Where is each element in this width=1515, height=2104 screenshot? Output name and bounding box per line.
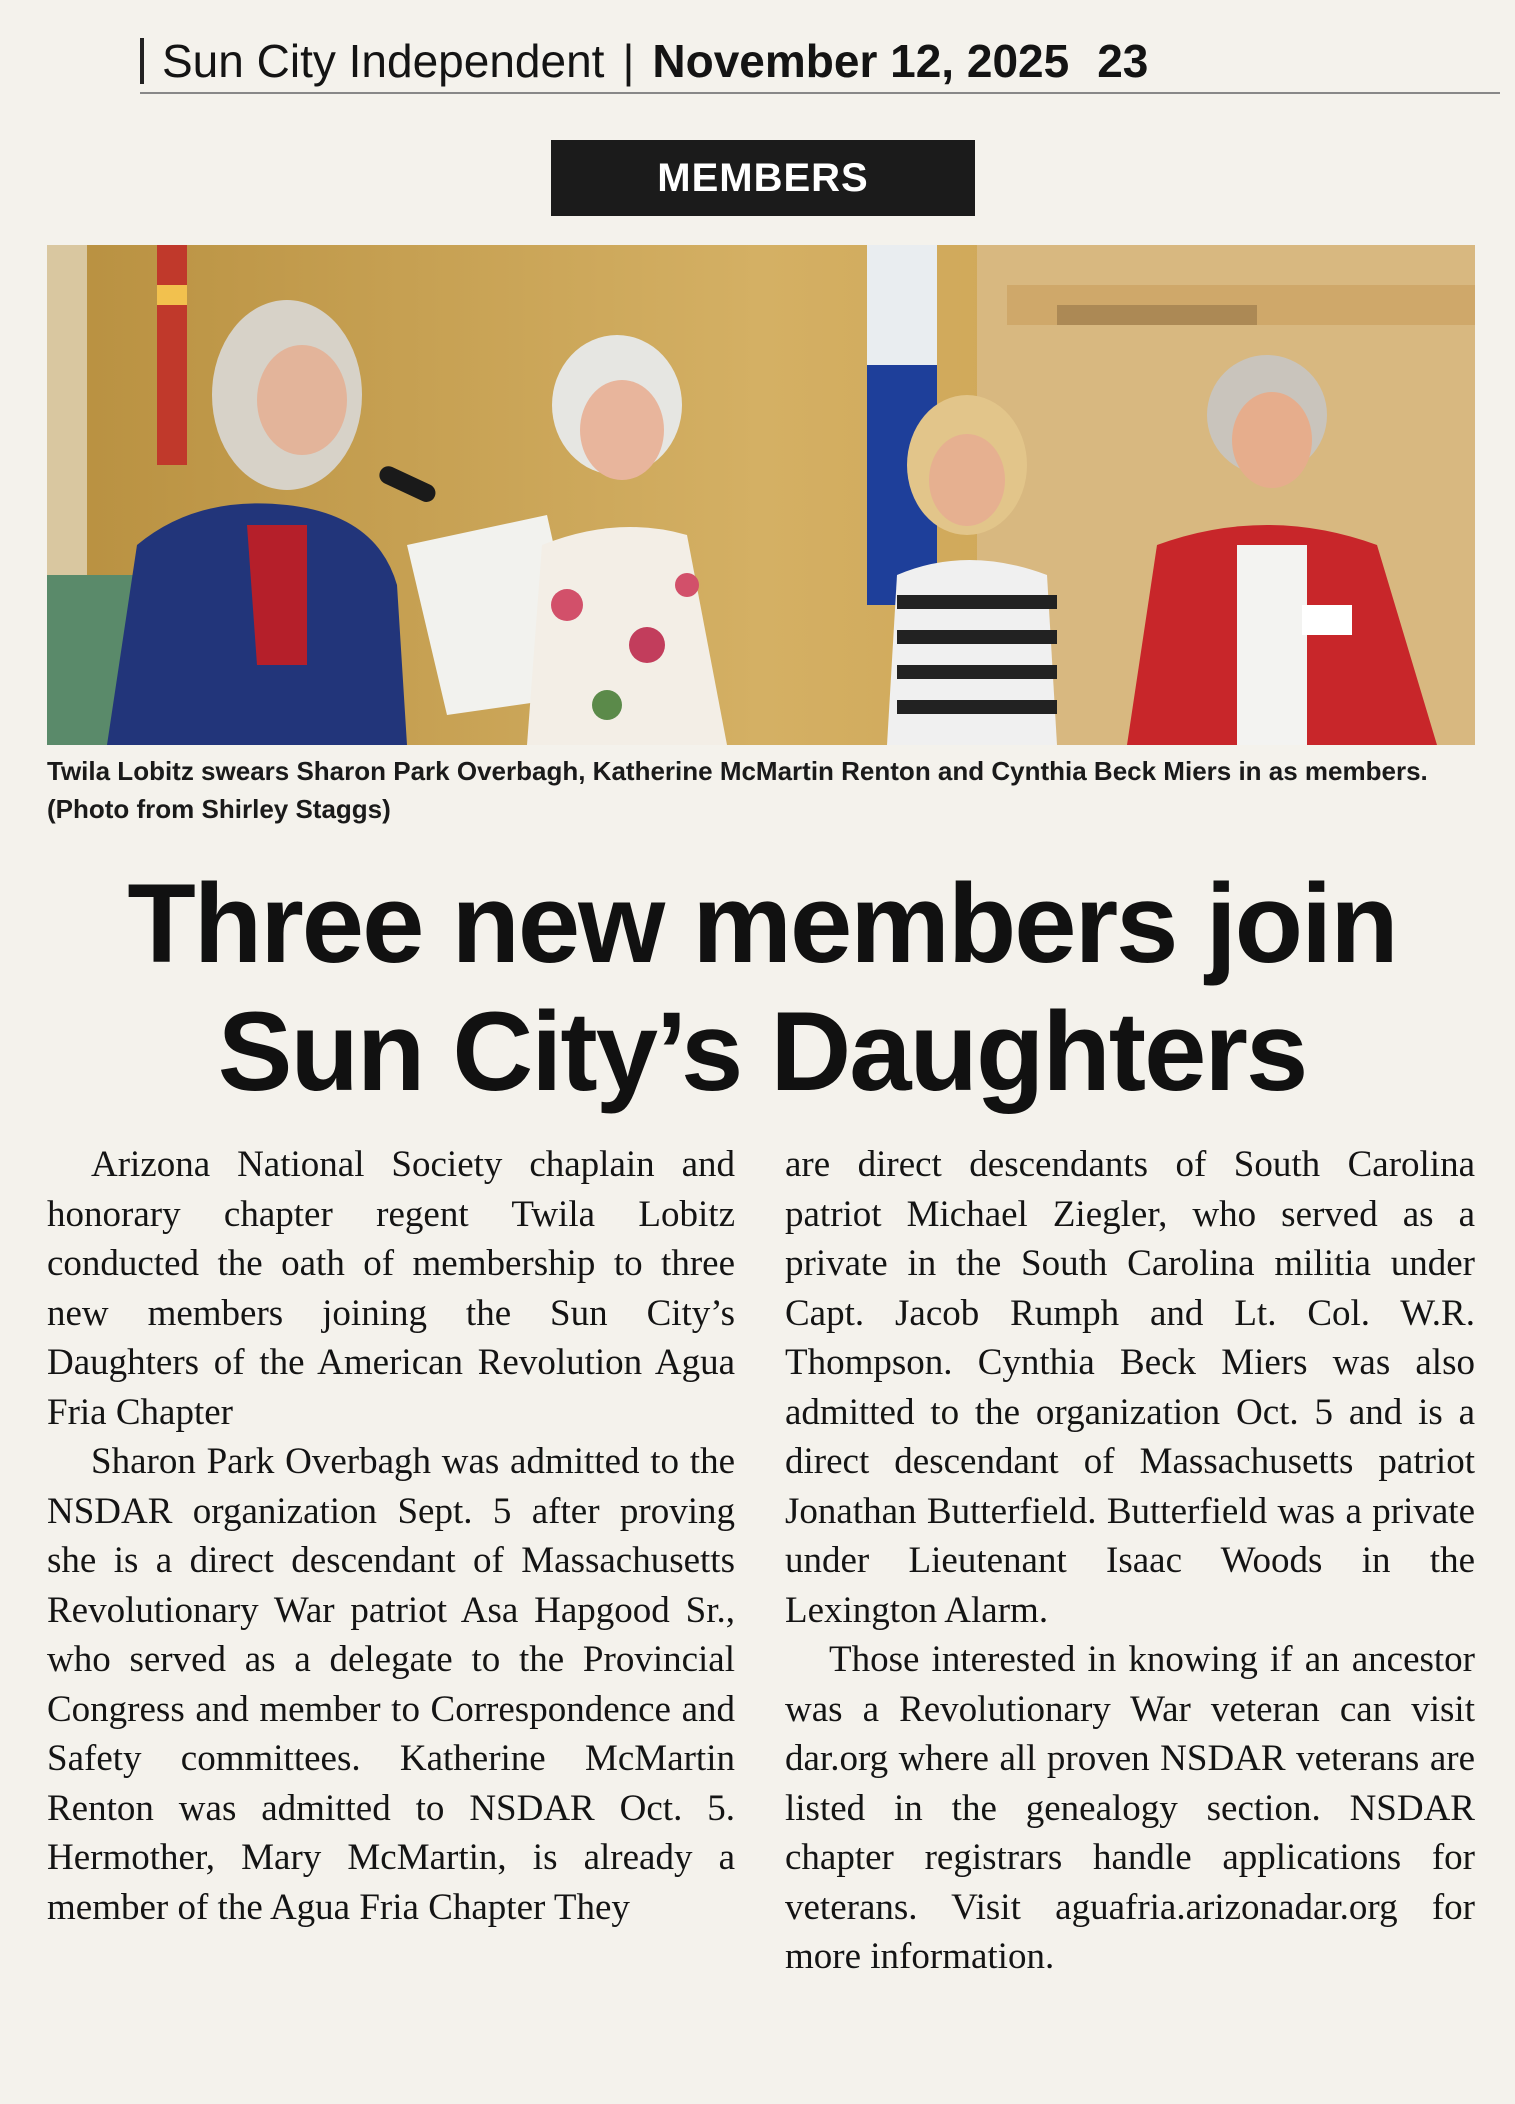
page-number: 23 (1097, 35, 1149, 87)
issue-date: November 12, 2025 (652, 35, 1070, 87)
article-column-left (47, 1140, 735, 1932)
article-paragraph: are direct descendants of South Carolina patriot Michael Ziegler, who served as a private in the South Carolina militia under Capt. Jacob Rumph and Lt. Col. W.R. Thompson. Cynthia Beck Miers was also admitted to the organization Oct. 5 and is a direct descendant of Massachusetts patriot Jonathan Butterfield. Butterfield was a private under Lieutenant Isaac Woods in the Lexington Alarm. (785, 1144, 1475, 1631)
publication-name: Sun City Independent (162, 35, 605, 87)
photo-illustration (47, 245, 1475, 745)
article-column-right (785, 1140, 1475, 1982)
masthead-separator: | (622, 35, 635, 87)
headline-line-2: Sun City’s Daughters (217, 989, 1307, 1114)
headline-line-1: Three new members join (127, 861, 1397, 986)
group-photo-image (47, 245, 1475, 745)
article-paragraph: Arizona National Society chaplain and honorary chapter regent Twila Lobitz conducted the oath of membership to three new members joining the Sun City’s Daughters of the American Revolution Agua Fria Chapter (47, 1144, 735, 1433)
masthead (140, 30, 1500, 92)
article-paragraph: Sharon Park Overbagh was admitted to the NSDAR organization Sept. 5 after proving she is a direct descendant of Massachusetts Revolutionary War patriot Asa Hapgood Sr., who served as a delegate to the Provincial Congress and member to Correspondence and Safety committees. Katherine McMartin Renton was admitted to NSDAR Oct. 5. Hermother, Mary McMartin, is already a member of the Agua Fria Chapter They (47, 1441, 735, 1928)
section-tag: MEMBERS (551, 140, 975, 216)
photo-caption: Twila Lobitz swears Sharon Park Overbagh, Katherine McMartin Renton and Cynthia Beck Miers in as members. (Photo from Shirley Staggs) (47, 756, 1428, 824)
article-paragraph: Those interested in knowing if an ancestor was a Revolutionary War veteran can visit dar.org where all proven NSDAR veterans are listed in the genealogy section. NSDAR chapter registrars handle applications for veterans. Visit aguafria.arizonadar.org for more information. (785, 1639, 1475, 1977)
masthead-rule-icon (140, 38, 144, 84)
header-divider (140, 92, 1500, 94)
headline (47, 860, 1477, 1116)
